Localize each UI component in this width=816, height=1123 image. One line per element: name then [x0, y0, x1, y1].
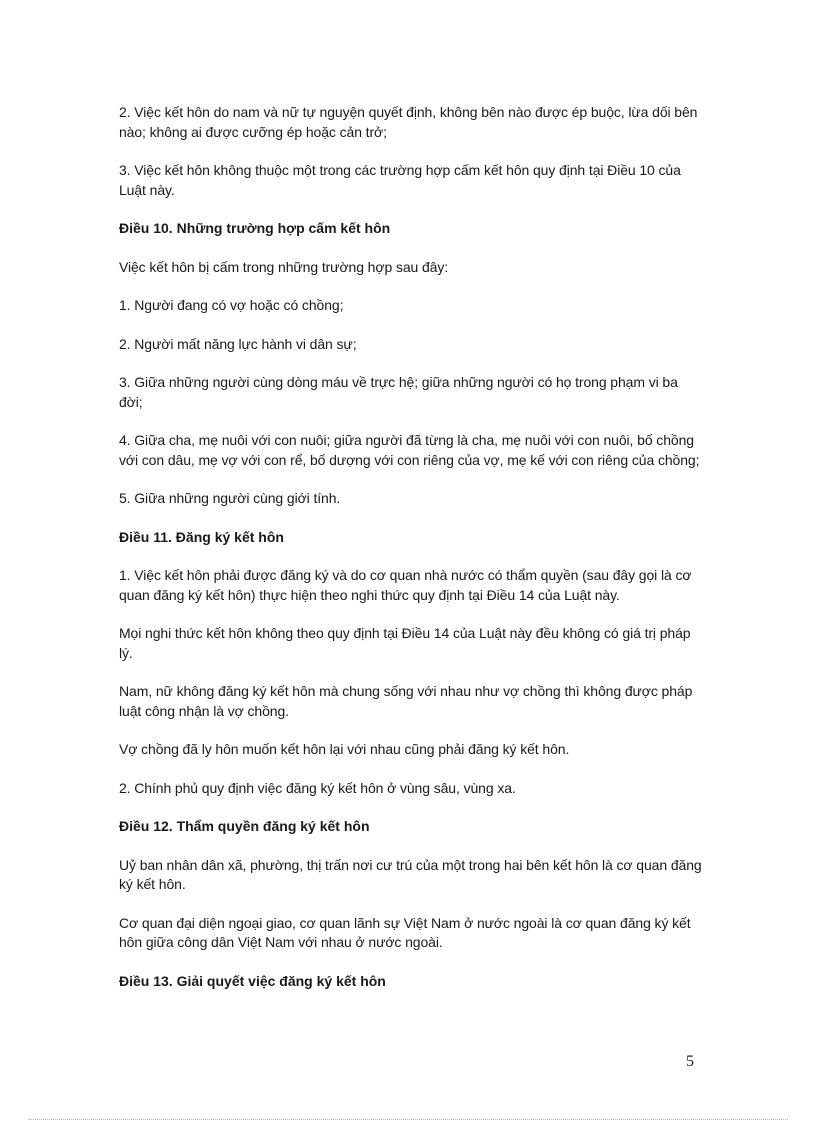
page-body — [119, 103, 704, 1010]
list-item: 3. Giữa những người cùng dòng máu về trực hệ; giữa những người có họ trong phạm vi ba đời; — [119, 374, 678, 410]
paragraph: 1. Việc kết hôn phải được đăng ký và do cơ quan nhà nước có thẩm quyền (sau đây gọi là cơ quan đăng ký kết hôn) thực hiện theo nghi thức quy định tại Điều 14 của Luật này. — [119, 567, 692, 603]
list-item: 4. Giữa cha, mẹ nuôi với con nuôi; giữa người đã từng là cha, mẹ nuôi với con nuôi, bố chồng với con dâu, mẹ vợ với con rể, bố dượng với con riêng của vợ, mẹ kế với con riêng của chồng; — [119, 432, 700, 468]
list-item: 5. Giữa những người cùng giới tính. — [119, 490, 341, 506]
paragraph: Uỷ ban nhân dân xã, phường, thị trấn nơi cư trú của một trong hai bên kết hôn là cơ quan đăng ký kết hôn. — [119, 856, 702, 892]
page-bottom-divider — [28, 1119, 788, 1120]
paragraph: Việc kết hôn bị cấm trong những trường hợp sau đây: — [119, 258, 449, 275]
paragraph: 2. Chính phủ quy định việc đăng ký kết hôn ở vùng sâu, vùng xa. — [119, 779, 516, 796]
paragraph: Vợ chồng đã ly hôn muốn kết hôn lại với nhau cũng phải đăng ký kết hôn. — [119, 741, 570, 757]
list-item: 1. Người đang có vợ hoặc có chồng; — [119, 297, 344, 313]
paragraph: 2. Việc kết hôn do nam và nữ tự nguyện quyết định, không bên nào được ép buộc, lừa dối bên nào; không ai được cưỡng ép hoặc cản trở; — [119, 104, 698, 140]
paragraph: Mọi nghi thức kết hôn không theo quy định tại Điều 14 của Luật này đều không có giá trị pháp lý. — [119, 625, 691, 661]
page-number: 5 — [686, 1053, 694, 1070]
article-heading: Điều 13. Giải quyết việc đăng ký kết hôn — [119, 972, 386, 989]
article-heading: Điều 11. Đăng ký kết hôn — [119, 528, 284, 545]
paragraph: Cơ quan đại diện ngoại giao, cơ quan lãnh sự Việt Nam ở nước ngoài là cơ quan đăng ký kết hôn giữa công dân Việt Nam với nhau ở nước ngoài. — [119, 914, 691, 950]
paragraph: Nam, nữ không đăng ký kết hôn mà chung sống với nhau như vợ chồng thì không được pháp luật công nhận là vợ chồng. — [119, 683, 693, 719]
list-item: 2. Người mất năng lực hành vi dân sự; — [119, 335, 357, 352]
paragraph: 3. Việc kết hôn không thuộc một trong các trường hợp cấm kết hôn quy định tại Điều 10 của Luật này. — [119, 162, 681, 198]
article-heading: Điều 10. Những trường hợp cấm kết hôn — [119, 220, 391, 236]
article-heading: Điều 12. Thẩm quyền đăng ký kết hôn — [119, 818, 370, 834]
